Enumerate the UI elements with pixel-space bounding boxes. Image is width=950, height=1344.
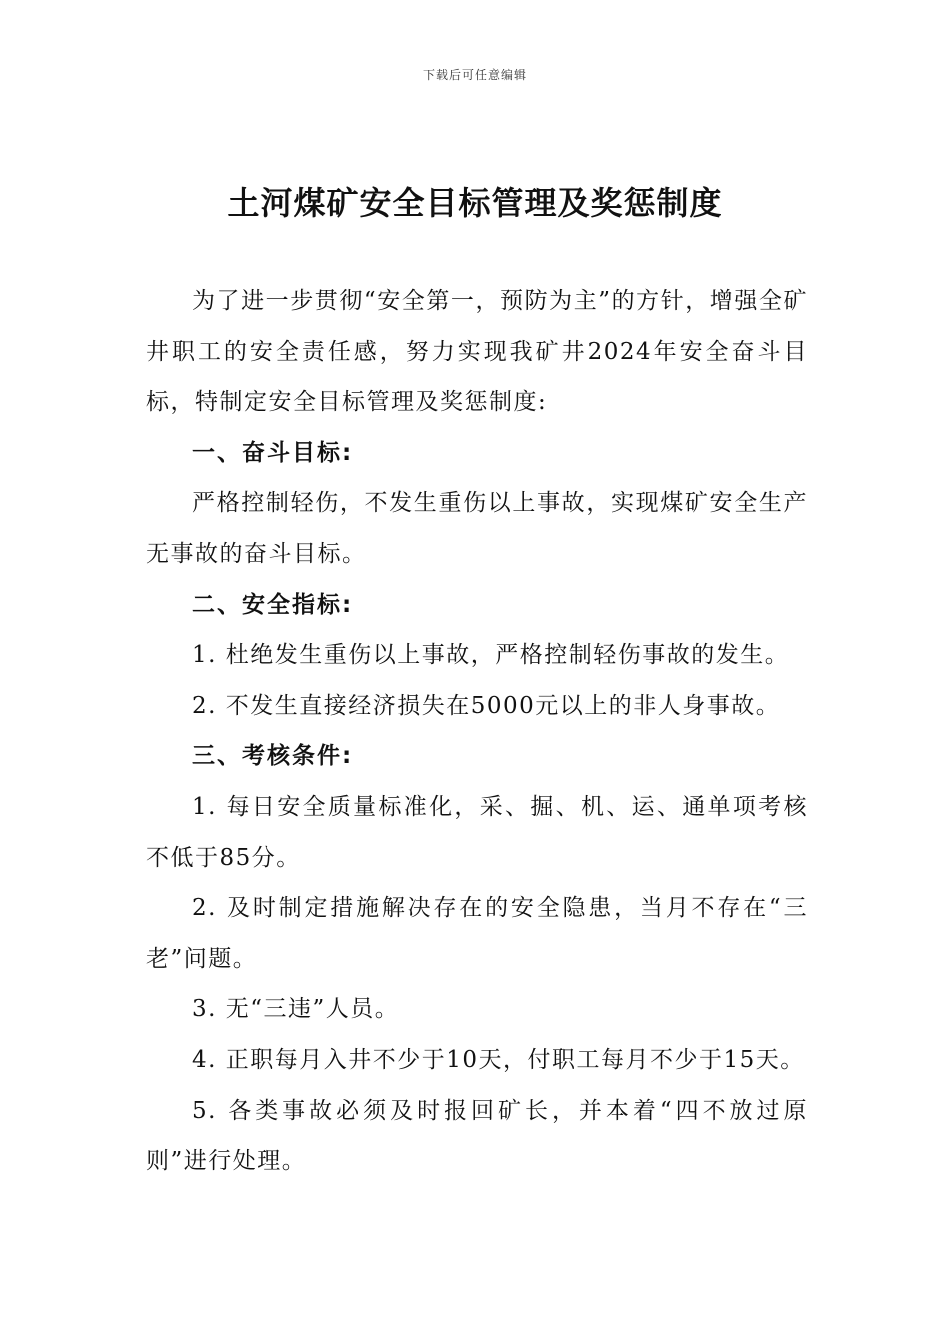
list-item-indicator-2: 2. 不发生直接经济损失在5000元以上的非人身事故。 (192, 692, 781, 719)
section-heading-conditions: 三、考核条件: (192, 743, 354, 770)
document-body (146, 276, 808, 1187)
list-item-condition-1: 1. 每日安全质量标准化，采、掘、机、运、通单项考核不低于85分。 (146, 793, 808, 871)
list-item-condition-4: 4. 正职每月入井不少于10天，付职工每月不少于15天。 (192, 1046, 805, 1073)
list-item-condition-5: 5. 各类事故必须及时报回矿长，并本着“四不放过原则”进行处理。 (146, 1097, 808, 1175)
list-item-condition-2: 2. 及时制定措施解决存在的安全隐患，当月不存在“三老”问题。 (146, 895, 808, 972)
section-heading-goal: 一、奋斗目标: (192, 439, 354, 466)
list-item-condition-3: 3. 无“三违”人员。 (192, 996, 400, 1023)
paragraph-intro: 为了进一步贯彻“安全第一，预防为主”的方针，增强全矿井职工的安全责任感，努力实现我矿井2024年安全奋斗目标，特制定安全目标管理及奖惩制度: (146, 288, 808, 416)
document-title: 土河煤矿安全目标管理及奖惩制度 (227, 184, 723, 222)
page-header-note: 下载后可任意编辑 (422, 68, 527, 82)
list-item-indicator-1: 1. 杜绝发生重伤以上事故，严格控制轻伤事故的发生。 (192, 642, 790, 669)
section-heading-indicators: 二、安全指标: (192, 591, 354, 618)
paragraph-goal: 严格控制轻伤，不发生重伤以上事故，实现煤矿安全生产无事故的奋斗目标。 (146, 490, 808, 567)
